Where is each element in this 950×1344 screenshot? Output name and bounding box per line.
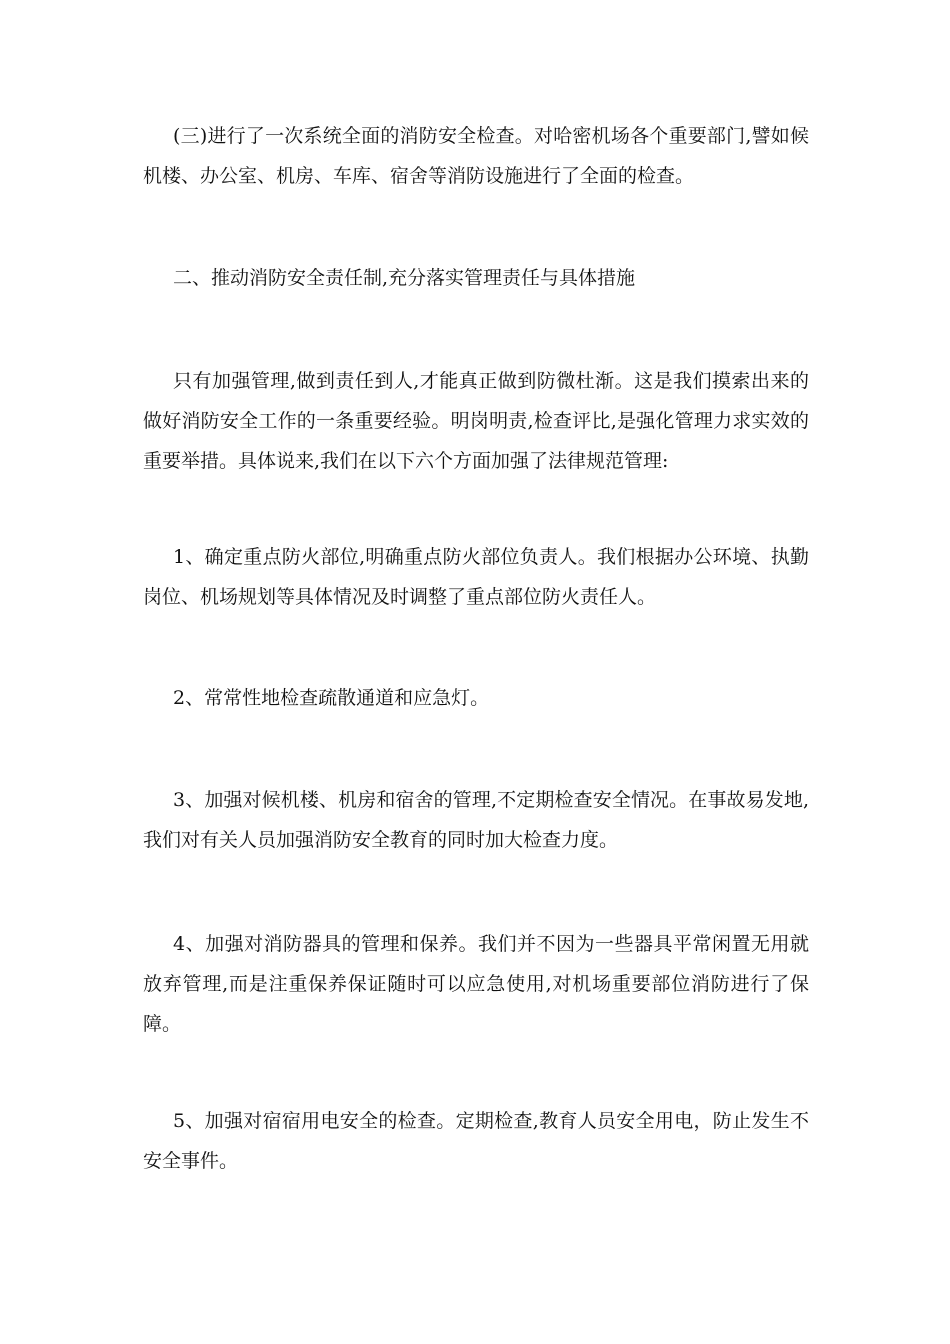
- paragraph-inspection: (三)进行了一次系统全面的消防安全检查。对哈密机场各个重要部门,譬如候机楼、办公室、机房、车库、宿舍等消防设施进行了全面的检查。: [143, 125, 809, 187]
- section-heading-responsibility: 二、推动消防安全责任制,充分落实管理责任与具体措施: [173, 267, 636, 289]
- list-item-1: 1、确定重点防火部位,明确重点防火部位负责人。我们根据办公环境、执勤岗位、机场规划等具体情况及时调整了重点部位防火责任人。: [143, 546, 809, 608]
- list-item-5: 5、加强对宿宿用电安全的检查。定期检查,教育人员安全用电，防止发生不安全事件。: [143, 1110, 809, 1172]
- list-item-2: 2、常常性地检查疏散通道和应急灯。: [173, 687, 490, 709]
- list-item-4: 4、加强对消防器具的管理和保养。我们并不因为一些器具平常闲置无用就放弃管理,而是注重保养保证随时可以应急使用,对机场重要部位消防进行了保障。: [143, 933, 809, 1035]
- paragraph-management: 只有加强管理,做到责任到人,才能真正做到防微杜渐。这是我们摸索出来的做好消防安全工作的一条重要经验。明岗明责,检查评比,是强化管理力求实效的重要举措。具体说来,我们在以下六个方面加强了法律规范管理:: [143, 370, 809, 472]
- list-item-3: 3、加强对候机楼、机房和宿舍的管理,不定期检查安全情况。在事故易发地,我们对有关人员加强消防安全教育的同时加大检查力度。: [143, 789, 809, 851]
